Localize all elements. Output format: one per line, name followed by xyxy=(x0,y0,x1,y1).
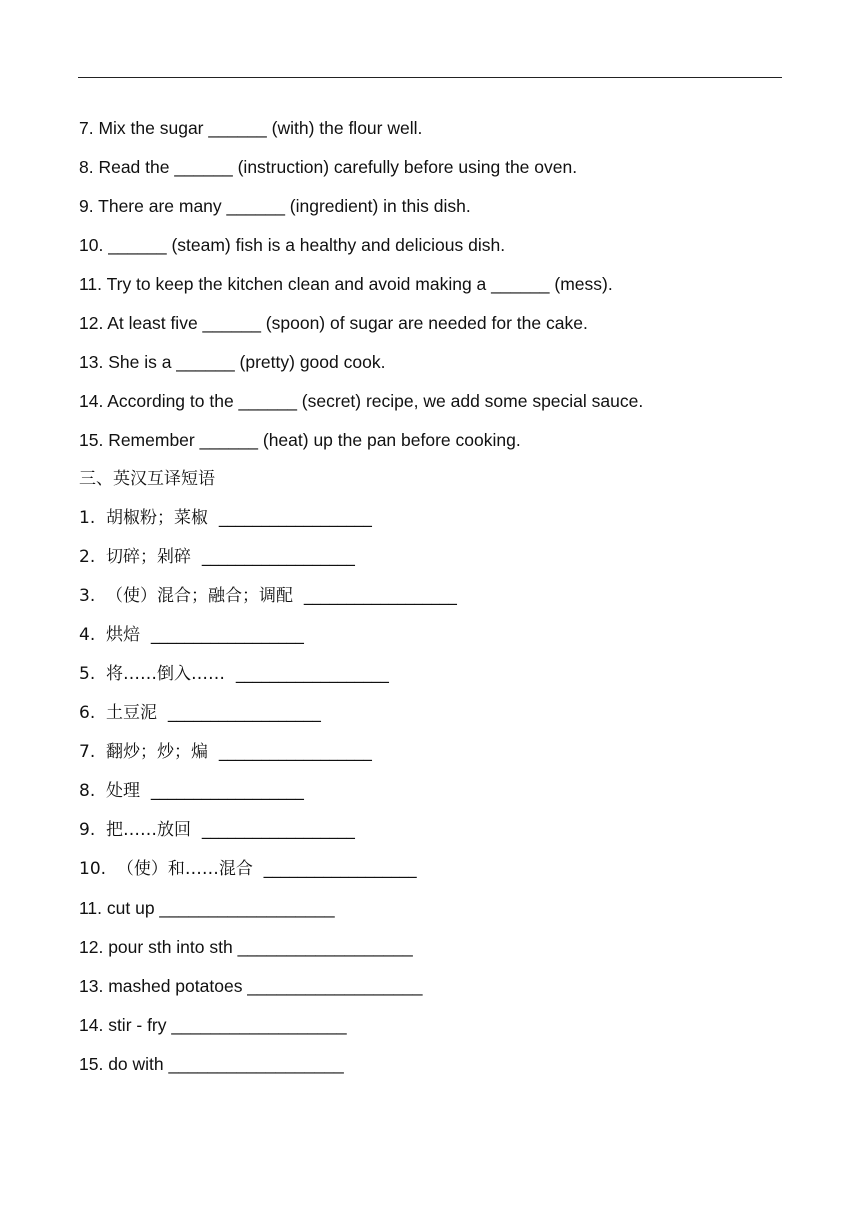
exercise-item-11: 11. Try to keep the kitchen clean and avoid making a ______ (mess). xyxy=(79,274,613,294)
phrase-item-14: 14. stir - fry __________________ xyxy=(79,1015,347,1035)
exercise-item-7: 7. Mix the sugar ______ (with) the flour well. xyxy=(79,118,423,138)
exercise-item-10: 10. ______ (steam) fish is a healthy and delicious dish. xyxy=(79,235,506,255)
phrase-item-11: 11. cut up __________________ xyxy=(79,898,335,918)
phrase-item-3: 3. （使）混合；融合；调配 __________________ xyxy=(79,586,457,606)
phrase-item-4: 4. 烘焙 __________________ xyxy=(79,625,304,645)
phrase-item-10: 10. （使）和……混合 __________________ xyxy=(79,859,417,879)
phrase-item-6: 6. 土豆泥 __________________ xyxy=(79,703,321,723)
phrase-item-9: 9. 把……放回 __________________ xyxy=(79,820,355,840)
exercise-item-13: 13. She is a ______ (pretty) good cook. xyxy=(79,352,386,372)
exercise-item-15: 15. Remember ______ (heat) up the pan before cooking. xyxy=(79,430,521,450)
exercise-item-8: 8. Read the ______ (instruction) carefully before using the oven. xyxy=(79,157,578,177)
phrase-item-2: 2. 切碎；剁碎 __________________ xyxy=(79,547,355,567)
worksheet-content xyxy=(79,109,799,1084)
exercise-item-9: 9. There are many ______ (ingredient) in this dish. xyxy=(79,196,471,216)
section-three-heading: 三、英汉互译短语 xyxy=(79,469,215,489)
phrase-item-12: 12. pour sth into sth __________________ xyxy=(79,937,413,957)
phrase-item-15: 15. do with __________________ xyxy=(79,1054,344,1074)
phrase-item-1: 1. 胡椒粉；菜椒 __________________ xyxy=(79,508,372,528)
exercise-item-12: 12. At least five ______ (spoon) of sugar are needed for the cake. xyxy=(79,313,588,333)
header-rule xyxy=(78,77,782,78)
phrase-item-13: 13. mashed potatoes __________________ xyxy=(79,976,423,996)
phrase-item-8: 8. 处理 __________________ xyxy=(79,781,304,801)
phrase-item-7: 7. 翻炒；炒；煸 __________________ xyxy=(79,742,372,762)
phrase-item-5: 5. 将……倒入…… __________________ xyxy=(79,664,389,684)
exercise-item-14: 14. According to the ______ (secret) recipe, we add some special sauce. xyxy=(79,391,644,411)
